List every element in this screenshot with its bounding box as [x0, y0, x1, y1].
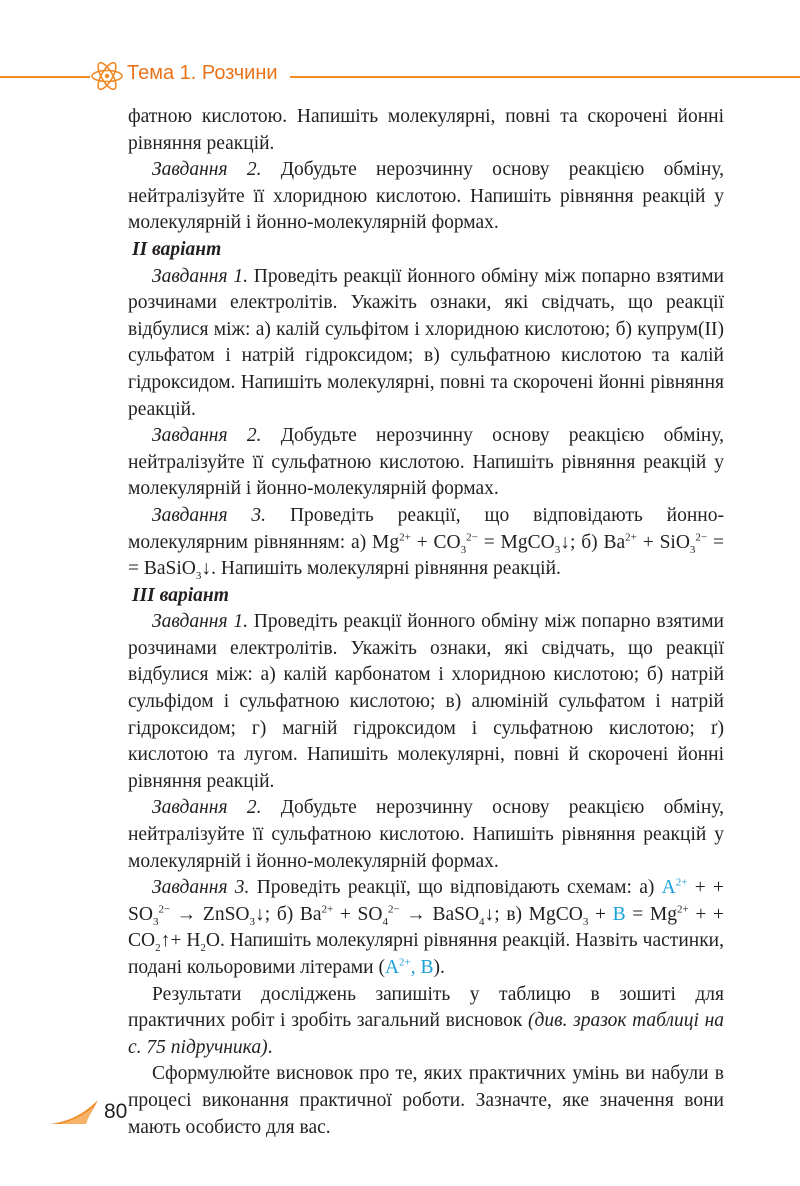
task-label: Завдання 3. [152, 504, 267, 526]
task-label: Завдання 3. [152, 877, 250, 899]
header-rule-left [0, 76, 90, 78]
task-text: Проведіть реакції, що відповідають йонно-молекулярним рівнянням: а) Mg [128, 504, 724, 553]
task-paragraph [128, 609, 724, 795]
task-paragraph [128, 157, 724, 237]
header-rule-right [290, 76, 800, 78]
task-text: ; б) Ba [569, 531, 626, 553]
task-text: Проведіть реакції йонного обміну між попарно взятими розчинами електролітів. Укажіть ознаки, які свідчать, що реакції відбулися між: а) калій сульфітом і хлоридною кислотою; б) купрум(ІІ) сульфатом і натрій гідроксидом; в) сульфатною кислотою та калій гідроксидом. Напишіть молекулярні, повні та скорочені йонні рівняння реакцій. [128, 265, 724, 420]
results-note: (див. зразок таблиці на с. 75 підручника) [128, 1010, 724, 1058]
results-paragraph: Результати досліджень запишіть у таблицю в зошиті для практичних робіт і зробіть загальний висновок (див. зразок таблиці на с. 75 підручника). [128, 983, 724, 1058]
task-label: Завдання 1. [152, 611, 248, 633]
task-label: Завдання 2. [152, 425, 262, 447]
task-text: . Напишіть молекулярні рівняння реакцій. [211, 558, 561, 580]
conclusion-paragraph: Сформулюйте висновок про те, яких практичних умінь ви набули в процесі виконання практичної роботи. Зазначте, яке значення вони мають особисто для вас. [128, 1063, 724, 1138]
task-label: Завдання 1. [152, 265, 248, 287]
task-text: Проведіть реакції, що відповідають схемам: а) [249, 877, 662, 899]
page-header [0, 58, 800, 94]
task-paragraph [128, 264, 724, 424]
results-text: Результати досліджень запишіть у таблицю в зошиті для практичних робіт і зробіть загальний висновок [128, 983, 724, 1032]
page-body [128, 104, 724, 1141]
task-text: ; в) MgCO [494, 903, 583, 925]
task-text: Добудьте нерозчинну основу реакцією обміну, нейтралізуйте її сульфатною кислотою. Напишіть рівняння реакцій у молекулярній і йонно-молекулярній формах. [128, 425, 724, 500]
task-text: ). [433, 957, 445, 978]
task-text: . Напишіть молекулярні рівняння реакцій. Назвіть частинки, подані кольоровими літерами ( [128, 930, 724, 978]
paragraph-continuation: фатною кислотою. Напишіть молекулярні, повні та скорочені йонні рівняння реакцій. [128, 106, 724, 154]
variant-heading: ІІІ варіант [132, 584, 229, 606]
atom-icon [90, 60, 124, 92]
page-number: 80 [104, 1100, 128, 1123]
task-text: Добудьте нерозчинну основу реакцією обміну, нейтралізуйте її хлоридною кислотою. Напишіть рівняння реакцій у молекулярній і йонно-молекулярній формах. [128, 159, 724, 234]
page-swoosh-icon [48, 1098, 100, 1126]
task-paragraph: Завдання 3. Проведіть реакції, що відповідають йонно-молекулярним рівнянням: а) $Mg^{2+} + CO_3^{2-}$ = MgCO$_3$↓; б) $Ba^{2+} + SiO_3^{2-}$ = = BaSiO$_3$↓. Напишіть молекулярні рівняння реакцій. [128, 504, 724, 582]
variant-heading: ІІ варіант [132, 238, 222, 260]
task-paragraph [128, 795, 724, 875]
task-text: ; б) Ba [264, 903, 322, 925]
header-title: Тема 1. Розчини [127, 62, 278, 84]
task-label: Завдання 2. [152, 797, 262, 819]
task-label: Завдання 2. [152, 159, 262, 181]
task-text: Добудьте нерозчинну основу реакцією обміну, нейтралізуйте її сульфатною кислотою. Напишіть рівняння реакцій у молекулярній і йонно-молекулярній формах. [128, 797, 724, 872]
task-paragraph [128, 423, 724, 503]
task-paragraph: Завдання 3. Проведіть реакції, що відповідають схемам: а) $A^{2+}$ + + $SO_3^{2-}$ → ZnSO$_3$↓; б) $Ba^{2+} + SO_4^{2-}$ → BaSO$_4$↓; в) MgCO$_3$ + $B = Mg^{2+}$ + + $CO_2↑+ H_2O$. Напишіть молекулярні рівняння реакцій. Назвіть частинки, подані кольоровими літерами ($A^{2+}$, B). [128, 876, 725, 978]
task-text: Проведіть реакції йонного обміну між попарно взятими розчинами електролітів. Укажіть ознаки, які свідчать, що реакції відбулися між: а) калій карбонатом і хлоридною кислотою; б) натрій сульфідом і сульфатною кислотою; в) алюміній сульфатом і натрій гідроксидом; г) магній гідроксидом і сульфатною кислотою; ґ) кислотою та лугом. Напишіть молекулярні, повні й скорочені йонні рівняння реакцій. [128, 611, 724, 792]
